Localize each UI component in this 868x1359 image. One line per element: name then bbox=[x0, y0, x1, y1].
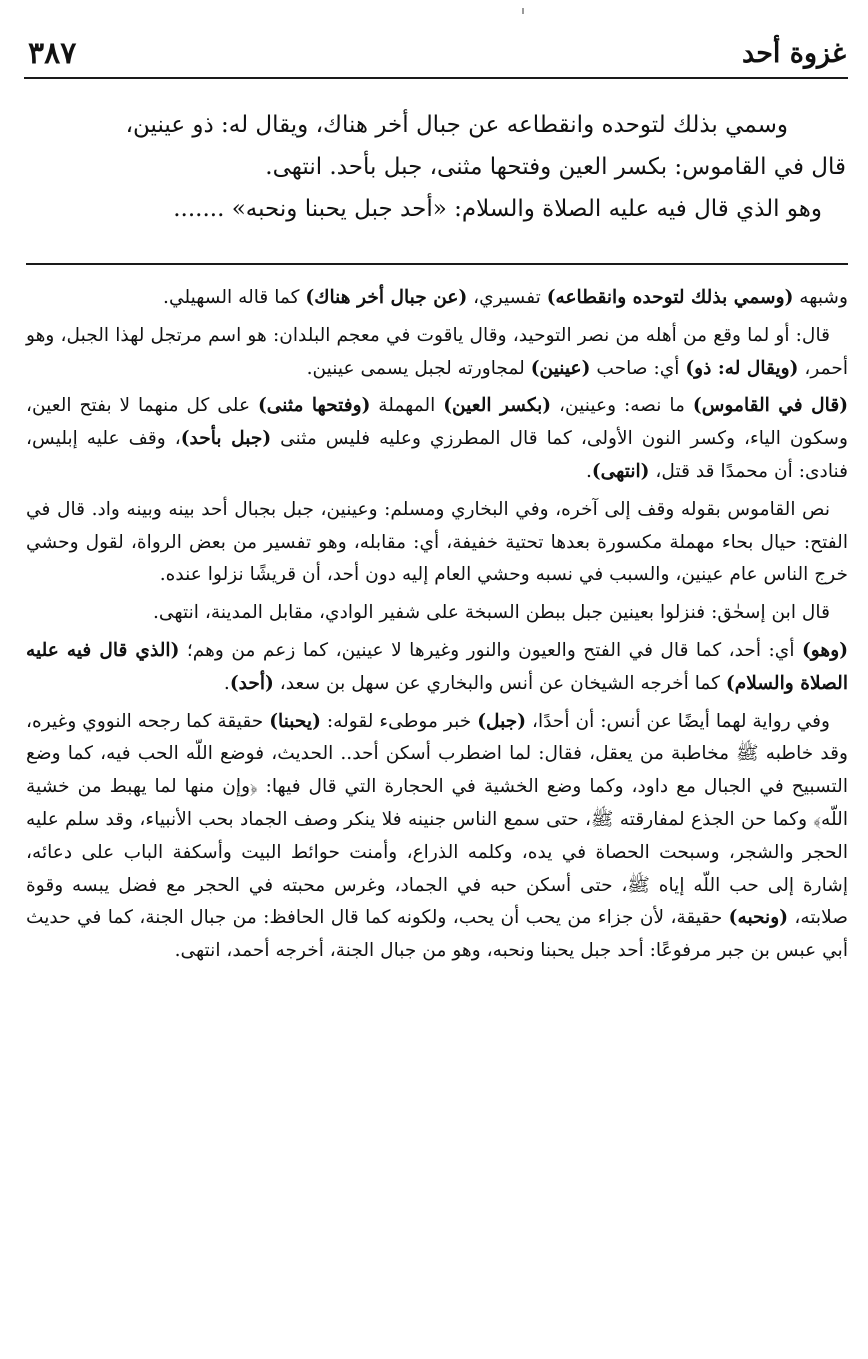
quoted-term: (ونحبه) bbox=[728, 907, 789, 929]
quoted-term: (وسمي بذلك لتوحده وانقطاعه) bbox=[546, 287, 794, 308]
text-run: على كل منهما لا بفتح العين، وسكون الياء، وكسر النون الأولى، كما قال المطرزي وعليه فليس مثنى bbox=[26, 395, 848, 450]
text-run: لمجاورته لجبل يسمى عينين. bbox=[306, 357, 531, 379]
commentary-paragraph bbox=[26, 282, 848, 315]
text-run: كما قاله السهيلي. bbox=[163, 287, 306, 308]
quoted-term: (انتهى) bbox=[591, 460, 650, 482]
text-run: . bbox=[223, 672, 230, 694]
commentary-paragraph bbox=[26, 390, 848, 488]
commentary-paragraph: قال ابن إسحٰق: فنزلوا بعينين جبل ببطن السبخة على شفير الوادي، مقابل المدينة، انتهى. bbox=[153, 602, 830, 624]
quoted-term: (جبل) bbox=[477, 710, 527, 732]
quoted-term: (عينين) bbox=[530, 357, 591, 379]
text-run: خبر موطىء لقوله: bbox=[320, 710, 478, 732]
text-run: . bbox=[585, 460, 592, 482]
quoted-term: (عن جبال أخر هناك) bbox=[305, 287, 468, 308]
page-number: ٣٨٧ bbox=[28, 36, 77, 71]
commentary-paragraph bbox=[26, 320, 848, 386]
running-title: غزوة أحد bbox=[742, 38, 846, 69]
text-run: حقيقة كما رجحه النووي وغيره، وقد خاطبه ﷺ مخاطبة من يعقل، فقال: لما اضطرب أسكن أحد.. الحديث، فوضع اللّه الحب فيه، كما وضع التسبيح في الجبال مع داود، وكما وضع الخشية في الحجارة التي قال فيها: ﴿وإن منها لما يهبط من خشية اللّه﴾ وكما حن الجذع لمفارقته ﷺ، حتى سمع الناس جنينه فلا ينكر وصف الجماد بحب الأنبياء، وقد سلم عليه الحجر والشجر، وسبحت الحصاة في يده، وكلمه الذراع، وأمنت حوائط البيت وأسكفة الباب على دعائه، إشارة إلى حب اللّه إياه ﷺ، حتى أسكن حبه في الجماد، وغرس محبته في الحجر مع فضل يبسه وقوة صلابته، bbox=[26, 710, 848, 929]
text-run: وفي رواية لهما أيضًا عن أنس: أن أحدًا، bbox=[526, 710, 831, 732]
quoted-term: (قال في القاموس) bbox=[692, 395, 848, 417]
text-run: أي: أحد، كما قال في الفتح والعيون والنور وغيرها لا عينين، كما زعم من وهم؛ bbox=[179, 639, 802, 661]
text-run: ، وقف عليه إبليس، فنادى: أن محمدًا قد قتل، bbox=[26, 428, 848, 482]
quoted-term: (أحد) bbox=[229, 672, 274, 694]
header-rule bbox=[24, 77, 848, 79]
text-run: المهملة bbox=[370, 395, 444, 417]
commentary-separator-rule bbox=[26, 263, 848, 265]
text-run: ما نصه: وعينين، bbox=[551, 395, 693, 417]
scan-speck bbox=[522, 8, 524, 14]
commentary-paragraph: نص القاموس بقوله وقف إلى آخره، وفي البخاري ومسلم: وعينين، جبل بجبال أحد بينه وبينه واد. قال في الفتح: حيال بحاء مهملة مكسورة بعدها تحتية خفيفة، أي: مقابله، وهو تفسير من بعض الرواة، لقول وحشي خرج الناس عام عينين، والسبب في نسبه وحشي العام إليه دون أحد، أن قريشًا نزلوا عنده. bbox=[26, 498, 848, 586]
text-run: حقيقة، لأن جزاء من يحب أن يحب، ولكونه كما قال الحافظ: من جبال الجنة، كما في حديث أبي عبس بن جبر مرفوعًا: أحد جبل يحبنا ونحبه، وهو من جبال الجنة، أخرجه أحمد، انتهى. bbox=[26, 907, 848, 962]
quoted-term: (يحبنا) bbox=[269, 710, 321, 732]
text-run: قال: أو لما وقع من أهله من نصر التوحيد، وقال ياقوت في معجم البلدان: هو اسم مرتجل لهذا الجبل، وهو أحمر، bbox=[26, 324, 848, 379]
commentary-paragraph bbox=[26, 706, 848, 968]
text-run: كما أخرجه الشيخان عن أنس والبخاري عن سهل بن سعد، bbox=[273, 672, 726, 694]
text-run: أي: صاحب bbox=[590, 357, 686, 379]
commentary-paragraph bbox=[26, 635, 848, 701]
commentary-text bbox=[26, 282, 848, 973]
quoted-term: (وفتحها مثنى) bbox=[257, 395, 371, 417]
quoted-term: (جبل بأحد) bbox=[180, 428, 272, 450]
text-run: وشبهه bbox=[793, 287, 848, 308]
text-run: تفسيري، bbox=[467, 287, 547, 308]
main-text-line: قال في القاموس: بكسر العين وفتحها مثنى، جبل بأحد. انتهى. bbox=[265, 154, 846, 180]
running-header bbox=[28, 34, 846, 74]
quoted-term: (الذي قال فيه عليه الصلاة والسلام) bbox=[26, 639, 848, 694]
main-text-line: وهو الذي قال فيه عليه الصلاة والسلام: «أحد جبل يحبنا ونحبه» ....... bbox=[173, 196, 822, 222]
main-text-line: وسمي بذلك لتوحده وانقطاعه عن جبال أخر هناك، ويقال له: ذو عينين، bbox=[125, 112, 788, 138]
quoted-term: (ويقال له: ذو) bbox=[685, 357, 799, 379]
quoted-term: (بكسر العين) bbox=[443, 395, 552, 417]
quoted-term: (وهو) bbox=[802, 639, 848, 661]
main-text bbox=[60, 104, 846, 230]
